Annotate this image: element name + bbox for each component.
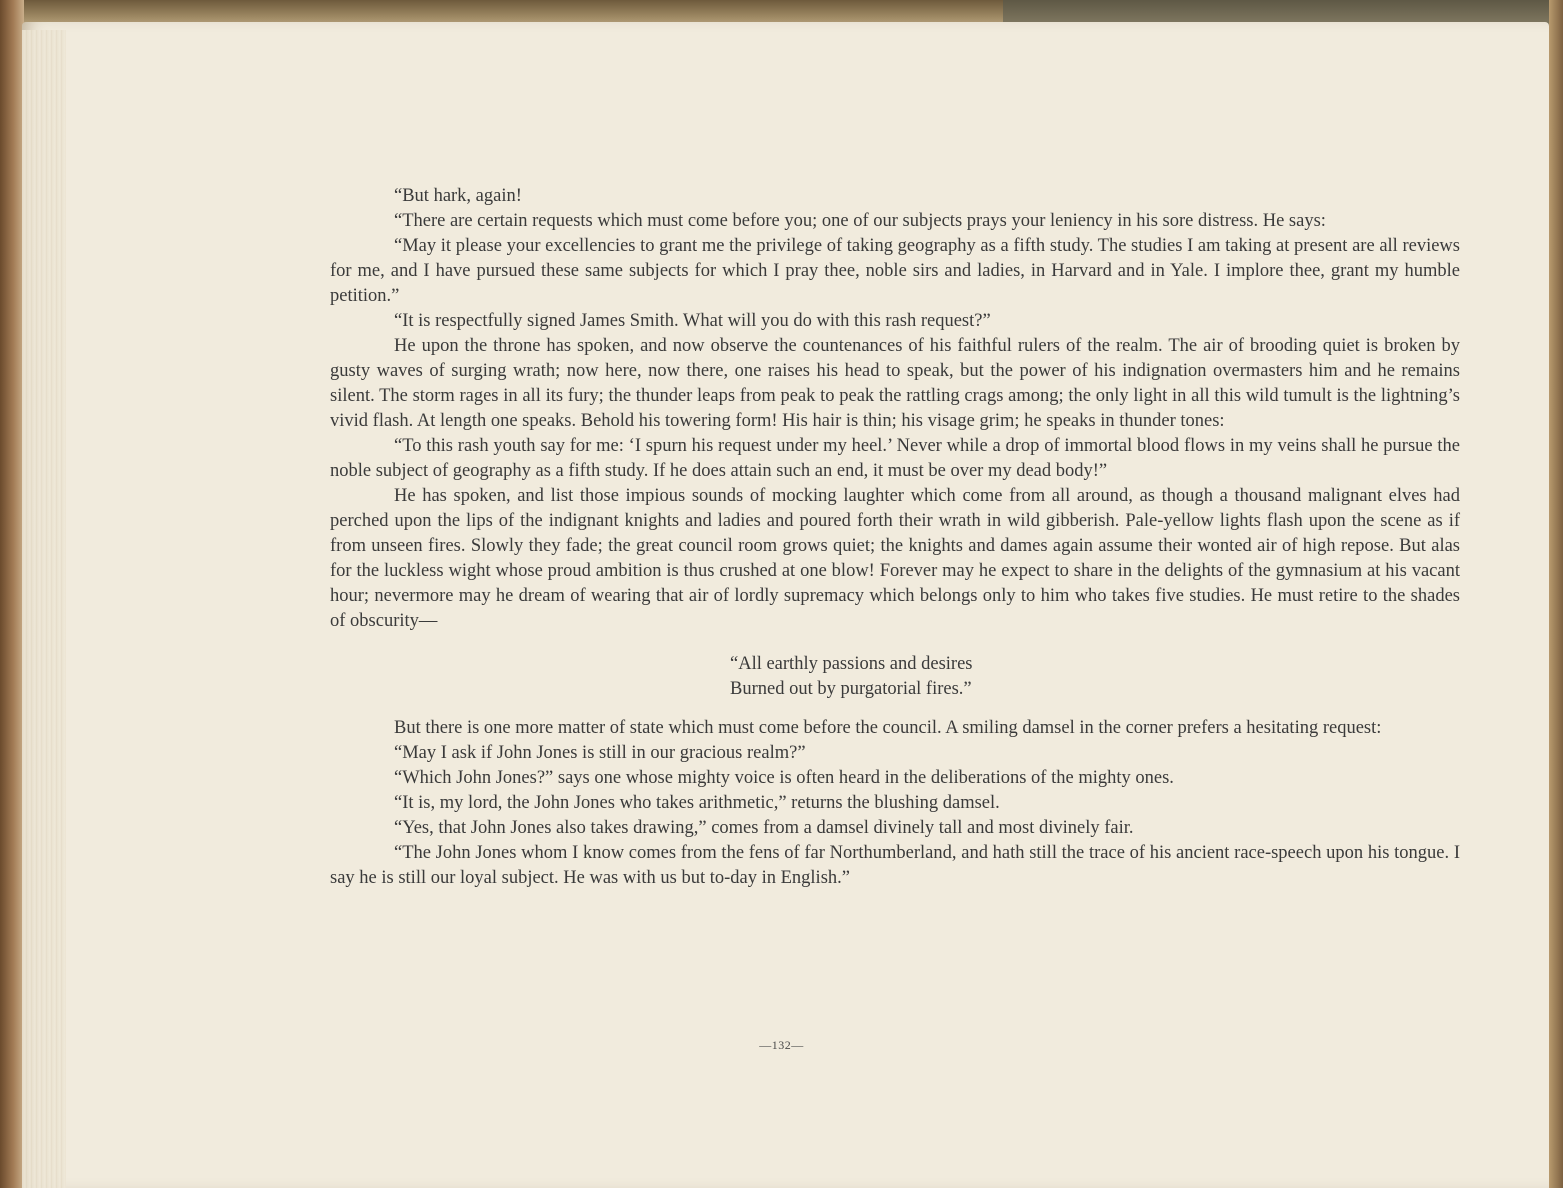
verse-line: Burned out by purgatorial fires.” — [730, 679, 972, 699]
paragraph: “Yes, that John Jones also takes drawing,” comes from a damsel divinely tall and most divinely fair. — [394, 818, 1134, 838]
paragraph: “Which John Jones?” says one whose mighty voice is often heard in the deliberations of the mighty ones. — [394, 768, 1174, 788]
paragraph: “But hark, again! — [394, 186, 522, 206]
book-cover-edge — [1549, 0, 1563, 1188]
verse-quote — [730, 652, 1460, 702]
page-number: —132— — [759, 1038, 804, 1052]
paragraph: “May I ask if John Jones is still in our gracious realm?” — [394, 743, 806, 763]
page-text — [330, 184, 1460, 891]
paragraph: “May it please your excellencies to grant me the privilege of taking geography as a fifth study. The studies I am taking at present are all reviews for me, and I have pursued these same subjects for which I pray thee, noble sirs and ladies, in Harvard and in Yale. I implore thee, grant my humble petition.” — [330, 236, 1460, 306]
paragraph: “It is, my lord, the John Jones who takes arithmetic,” returns the blushing damsel. — [394, 793, 1000, 813]
paragraph: But there is one more matter of state which must come before the council. A smiling damsel in the corner prefers a hesitating request: — [394, 718, 1382, 738]
page-stack-edges — [22, 30, 66, 1188]
paragraph: “To this rash youth say for me: ‘I spurn his request under my heel.’ Never while a drop of immortal blood flows in my veins shall he pursue the noble subject of geography as a fifth study. If he does attain such an end, it must be over my dead body!” — [330, 436, 1460, 481]
paragraph: He has spoken, and list those impious sounds of mocking laughter which come from all around, as though a thousand malignant elves had perched upon the lips of the indignant knights and ladies and poured forth their wrath in wild gibberish. Pale-yellow lights flash upon the scene as if from unseen fires. Slowly they fade; the great council room grows quiet; the knights and dames again assume their wonted air of high repose. But alas for the luckless wight whose proud ambition is thus crushed at one blow! Forever may he expect to share in the delights of the gymnasium at his vacant hour; nevermore may he dream of wearing that air of lordly supremacy which belongs only to him who takes five studies. He must retire to the shades of obscurity— — [330, 486, 1460, 631]
paragraph: “The John Jones whom I know comes from the fens of far Northumberland, and hath still the trace of his ancient race-speech upon his tongue. I say he is still our loyal subject. He was with us but to-day in English.” — [330, 843, 1460, 888]
paragraph: He upon the throne has spoken, and now observe the countenances of his faithful rulers of the realm. The air of brooding quiet is broken by gusty waves of surging wrath; now here, now there, one raises his head to speak, but the power of his indignation overmasters him and he remains silent. The storm rages in all its fury; the thunder leaps from peak to peak the rattling crags among; the only light in all this wild tumult is the lightning’s vivid flash. At length one speaks. Behold his towering form! His hair is thin; his visage grim; he speaks in thunder tones: — [330, 336, 1460, 431]
verse-line: “All earthly passions and desires — [730, 654, 973, 674]
book-spine-edge — [0, 0, 24, 1188]
paragraph: “There are certain requests which must come before you; one of our subjects prays your leniency in his sore distress. He says: — [394, 211, 1326, 231]
paragraph: “It is respectfully signed James Smith. What will you do with this rash request?” — [394, 311, 991, 331]
